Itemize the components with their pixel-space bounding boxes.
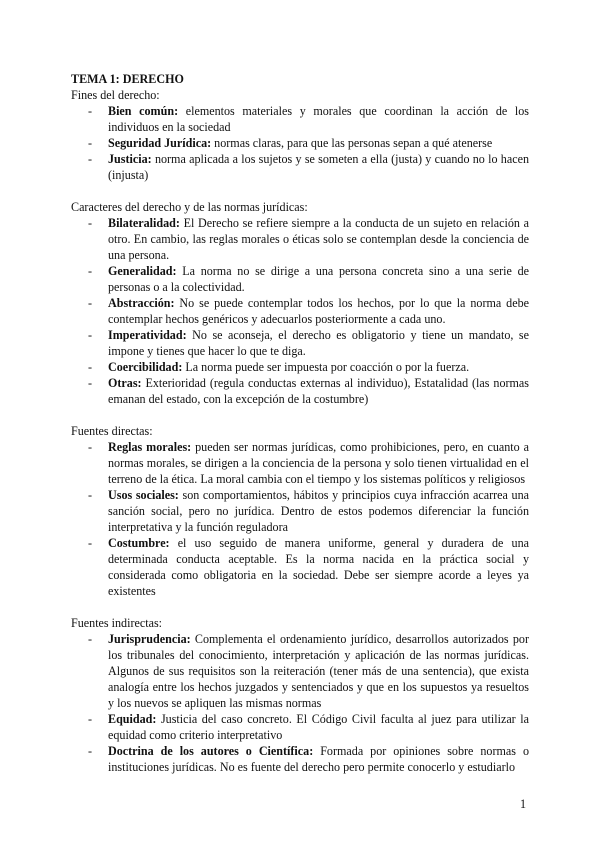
item-text: No se puede contemplar todos los hechos, por lo que la norma debe contemplar hechos genéricos y adecuarlos posteriormente a cada uno. [108, 296, 529, 326]
item-text: No se aconseja, el derecho es obligatorio y tiene un mandato, se impone y tienes que hacer lo que te diga. [108, 328, 529, 358]
item-term: Costumbre: [108, 536, 170, 550]
section-heading: Fuentes directas: [71, 424, 153, 438]
paragraph-spacer [71, 407, 529, 423]
list-item [71, 535, 529, 599]
list-item [71, 327, 529, 359]
item-term: Doctrina de los autores o Científica: [108, 744, 314, 758]
item-text: Justicia del caso concreto. El Código Civil faculta al juez para utilizar la equidad como criterio interpretativo [108, 712, 529, 742]
item-term: Generalidad: [108, 264, 177, 278]
item-term: Jurisprudencia: [108, 632, 191, 646]
list-item [71, 711, 529, 743]
bullet-list [71, 631, 529, 775]
section-heading: Caracteres del derecho y de las normas jurídicas: [71, 200, 308, 214]
list-item [71, 631, 529, 711]
list-item [71, 151, 529, 183]
item-term: Justicia: [108, 152, 152, 166]
item-text: el uso seguido de manera uniforme, general y duradera de una determinada conducta aceptable. Es la norma nacida en la práctica social y considerada como obligatoria en la sociedad. Debe ser siempre acorde a leyes ya existentes [108, 536, 529, 598]
item-text: La norma no se dirige a una persona concreta sino a una serie de personas o a la colectividad. [108, 264, 529, 294]
item-text: elementos materiales y morales que coordinan la acción de los individuos en la sociedad [108, 104, 529, 134]
item-term: Reglas morales: [108, 440, 192, 454]
item-term: Abstracción: [108, 296, 175, 310]
document-page [71, 71, 529, 775]
section-heading: Fines del derecho: [71, 88, 160, 102]
list-item [71, 263, 529, 295]
item-text: Formada por opiniones sobre normas o instituciones jurídicas. No es fuente del derecho pero permite conocerlo y estudiarlo [108, 744, 530, 774]
item-text: El Derecho se refiere siempre a la conducta de un sujeto en relación a otro. En cambio, las reglas morales o éticas solo se contemplan desde la conciencia de una persona. [108, 216, 529, 262]
item-text: La norma puede ser impuesta por coacción o por la fuerza. [182, 360, 470, 374]
section-heading: Fuentes indirectas: [71, 616, 163, 630]
paragraph-spacer [71, 599, 529, 615]
item-text: son comportamientos, hábitos y principios cuya infracción acarrea una sanción social, pero no jurídica. Dentro de estos podemos diferenciar la función interpretativa y la función reguladora [108, 488, 529, 534]
bullet-list [71, 215, 529, 407]
list-item [71, 375, 529, 407]
item-term: Bilateralidad: [108, 216, 180, 230]
list-item [71, 215, 529, 263]
list-item [71, 135, 529, 151]
item-term: Usos sociales: [108, 488, 179, 502]
list-item [71, 487, 529, 535]
item-term: Equidad: [108, 712, 157, 726]
list-item [71, 359, 529, 375]
list-item [71, 295, 529, 327]
list-item [71, 439, 529, 487]
item-text: pueden ser normas jurídicas, como prohibiciones, pero, en cuanto a normas morales, se dirigen a la conciencia de la persona y solo tienen virtualidad en el terreno de la ética. La moral cambia con el tiempo y los sistemas políticos y religiosos [108, 440, 529, 486]
item-term: Seguridad Jurídica: [108, 136, 212, 150]
item-term: Coercibilidad: [108, 360, 183, 374]
document-title: TEMA 1: DERECHO [71, 72, 184, 86]
paragraph-spacer [71, 183, 529, 199]
bullet-list [71, 439, 529, 599]
list-item [71, 743, 529, 775]
item-term: Otras: [108, 376, 142, 390]
item-term: Imperatividad: [108, 328, 187, 342]
list-item [71, 103, 529, 135]
item-text: Complementa el ordenamiento jurídico, desarrollos autorizados por los tribunales del conocimiento, interpretación y aplicación de las normas jurídicas. Algunos de sus requisitos son la reiteración (tener más de una sentencia), que exista analogía entre los hechos juzgados y sentenciados y que en los supuestos ya resueltos y los nuevos se apliquen las mismas normas [108, 632, 529, 710]
item-text: Exterioridad (regula conductas externas al individuo), Estatalidad (las normas emanan del estado, con la excepción de la costumbre) [108, 376, 529, 406]
page-number: 1 [520, 797, 527, 811]
item-term: Bien común: [108, 104, 179, 118]
item-text: norma aplicada a los sujetos y se someten a ella (justa) y cuando no lo hacen (injusta) [108, 152, 529, 182]
item-text: normas claras, para que las personas sepan a qué atenerse [211, 136, 493, 150]
bullet-list [71, 103, 529, 183]
